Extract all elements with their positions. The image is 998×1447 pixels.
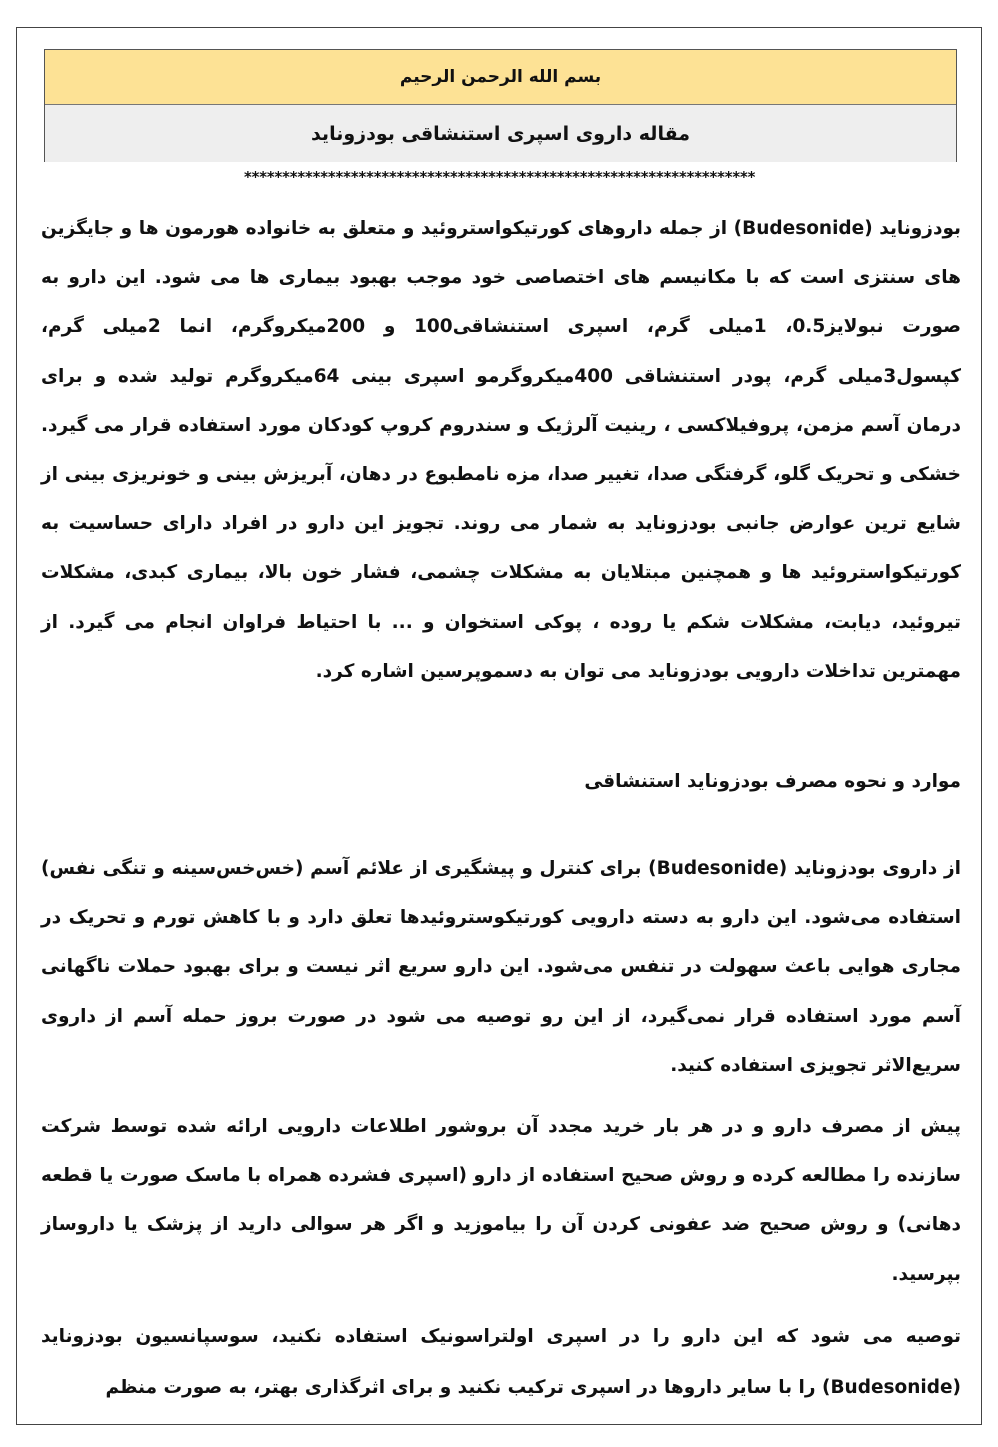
bismillah-text: بسم الله الرحمن الرحیم <box>399 67 602 87</box>
separator-line: ******************************************************************* <box>243 168 755 186</box>
bismillah-row <box>45 50 956 105</box>
article-title: مقاله داروی اسپری استنشاقی بودزوناید <box>310 122 691 145</box>
usage-paragraph: از داروی بودزوناید (Budesonide) برای کنترل و پیشگیری از علائم آسم (خس‌خس‌سینه و تنگی نفس) استفاده می‌شود. این دارو به دسته دارویی کورتیکوستروئیدها تعلق دارد و با کاهش تورم و تحریک در مجاری هوایی باعث سهولت در تنفس می‌شود. این دارو سریع اثر نیست و برای بهبود حملات ناگهانی آسم مورد استفاده قرار نمی‌گیرد، از این رو توصیه می شود در صورت بروز حمله آسم از داروی سریع‌الاثر تجویزی استفاده کنید. <box>41 858 961 1076</box>
intro-paragraph: بودزوناید (Budesonide) از جمله داروهای کورتیکواستروئید و متعلق به خانواده هورمون ها و جایگزین های سنتزی است که با مکانیسم های اختصاصی خود موجب بهبود بیماری ها می شود. این دارو به صورت نبولایز0.5، 1میلی گرم، اسپری استنشاقی100 و 200میکروگرم، انما 2میلی گرم، کپسول3میلی گرم، پودر استنشاقی 400میکروگرمو اسپری بینی 64میکروگرم تولید شده و برای درمان آسم مزمن، پروفیلاکسی ، رینیت آلرژیک و سندروم کروپ کودکان مورد استفاده قرار می گیرد. خشکی و تحریک گلو، گرفتگی صدا، تغییر صدا، مزه نامطبوع در دهان، آبریزش بینی و خونریزی بینی از شایع ترین عوارض جانبی بودزوناید به شمار می روند. تجویز این دارو در افراد دارای حساسیت به کورتیکواستروئید ها و همچنین مبتلایان به مشکلات چشمی، فشار خون بالا، بیماری کبدی، مشکلات تیروئید، دیابت، مشکلات شکم یا روده ، پوکی استخوان و ... با احتیاط فراوان انجام می گیرد. از مهمترین تداخلات دارویی بودزوناید می توان به دسموپرسین اشاره کرد. <box>41 218 961 682</box>
usage-heading: موارد و نحوه مصرف بودزوناید استنشاقی <box>584 771 961 792</box>
title-row <box>45 105 956 162</box>
document-page <box>16 27 982 1425</box>
title-table <box>44 49 957 162</box>
recommendation-paragraph: توصیه می شود که این دارو را در اسپری اولتراسونیک استفاده نکنید، سوسپانسیون بودزوناید (Budesonide) را با سایر داروها در اسپری ترکیب نکنید و برای اثرگذاری بهتر، به صورت منظم <box>41 1326 961 1398</box>
before-use-paragraph: پیش از مصرف دارو و در هر بار خرید مجدد آن بروشور اطلاعات دارویی ارائه شده توسط شرکت سازنده را مطالعه کرده و روش صحیح استفاده از دارو (اسپری فشرده همراه با ماسک صورت یا قطعه دهانی) و روش صحیح ضد عفونی کردن آن را بیاموزید و اگر هر سوالی دارید از پزشک یا داروساز بپرسید. <box>41 1116 961 1285</box>
